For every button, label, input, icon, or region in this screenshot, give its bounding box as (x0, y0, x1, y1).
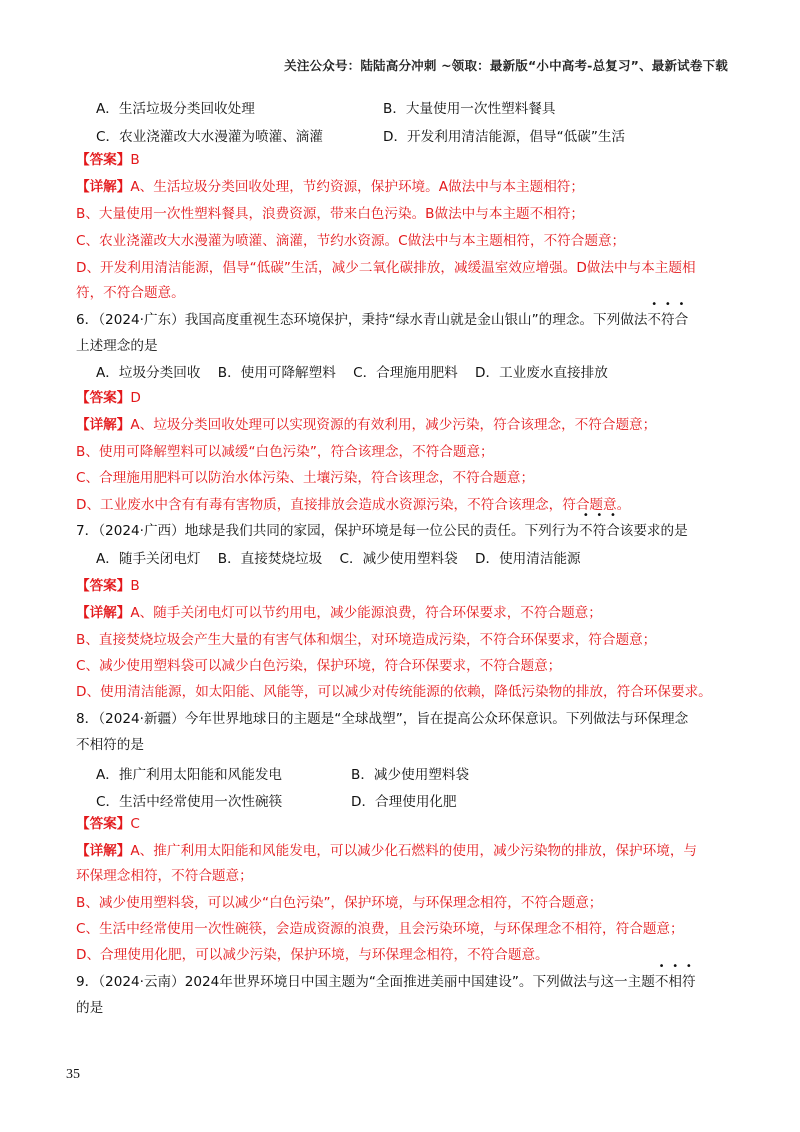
q5-option-a: A．生活垃圾分类回收处理 (96, 101, 255, 117)
q8-stem-line1 (76, 710, 688, 728)
q6-stem-line2: 上述理念的是 (76, 338, 158, 354)
q8-detail-c: C、生活中经常使用一次性碗筷，会造成资源的浪费，且会污染环境，与环保理念不相符，符合题意； (76, 921, 684, 937)
question-stem: （2024·广西）地球是我们共同的家园，保护环境是每一位公民的责任。下列行为 (98, 523, 579, 539)
question-stem: （2024·新疆）今年世界地球日的主题是“全球战塑”，旨在提高公众环保意识。下列做法与环保理念 (98, 711, 689, 727)
answer-value: C (130, 816, 140, 832)
q5-option-d: D．开发利用清洁能源，倡导“低碳”生活 (383, 129, 626, 145)
question-stem: （2024·云南）2024年世界环境日中国主题为“全面推进美丽中国建设”。下列做法与这一主题 (98, 974, 655, 990)
detail-text: A、推广利用太阳能和风能发电，可以减少化石燃料的使用，减少污染物的排放，保护环境，与 (130, 843, 698, 859)
q9-stem-line1 (76, 973, 696, 991)
q6-stem-line1 (76, 311, 688, 329)
q8-detail-b: B、减少使用塑料袋，可以减少“白色污染”，保护环境，与环保理念相符，不符合题意； (76, 895, 603, 911)
q6-options: A．垃圾分类回收 B．使用可降解塑料 C．合理施用肥料 D．工业废水直接排放 (96, 365, 608, 381)
detail-text: A、垃圾分类回收处理可以实现资源的有效利用，减少污染，符合该理念，不符合题意； (130, 417, 657, 433)
q6-detail-b: B、使用可降解塑料可以减缓“白色污染”，符合该理念，不符合题意； (76, 444, 494, 460)
question-number: 8． (76, 711, 99, 727)
question-number: 7． (76, 523, 99, 539)
emphasis-char: 合 (606, 523, 620, 539)
answer-value: B (130, 578, 140, 594)
q7-stem-line1 (76, 522, 688, 540)
detail-text: A、生活垃圾分类回收处理，节约资源，保护环境。A做法中与本主题相符； (130, 179, 584, 195)
detail-tag: 【详解】 (76, 605, 131, 621)
detail-tag: 【详解】 (76, 417, 131, 433)
emphasis-char: 符 (682, 974, 696, 990)
q5-detail-d: D、开发利用清洁能源，倡导“低碳”生活，减少二氧化碳排放，减缓温室效应增强。D做法中与本主题相 (76, 260, 696, 276)
q9-stem-line2: 的是 (76, 1000, 104, 1016)
q7-detail-d: D、使用清洁能源，如太阳能、风能等，可以减少对传统能源的依赖，降低污染物的排放，符合环保要求。 (76, 684, 712, 700)
answer-value: D (130, 390, 141, 406)
q8-detail-a (76, 842, 697, 860)
q7-detail-a (76, 604, 602, 622)
answer-tag: 【答案】 (76, 390, 131, 406)
q8-option-c: C．生活中经常使用一次性碗筷 (96, 794, 283, 810)
detail-text: A、随手关闭电灯可以节约用电，减少能源浪费，符合环保要求，不符合题意； (130, 605, 602, 621)
q7-detail-c: C、减少使用塑料袋可以减少白色污染，保护环境，符合环保要求，不符合题意； (76, 658, 562, 674)
q8-detail-a-cont: 环保理念相符，不符合题意； (76, 868, 253, 884)
emphasis-char: 相 (668, 974, 683, 990)
question-stem-tail: 该要求的是 (619, 523, 688, 539)
page-number: 35 (66, 1067, 80, 1082)
q8-option-d: D．合理使用化肥 (351, 794, 457, 810)
q8-stem-line2: 不相符的是 (76, 737, 144, 753)
emphasis-char: 不 (654, 974, 669, 990)
question-number: 9． (76, 974, 99, 990)
q7-detail-b: B、直接焚烧垃圾会产生大量的有害气体和烟尘，对环境造成污染，不符合环保要求，符合题意； (76, 632, 657, 648)
q7-options: A．随手关闭电灯 B．直接焚烧垃圾 C．减少使用塑料袋 D．使用清洁能源 (96, 551, 581, 567)
question-stem: （2024·广东）我国高度重视生态环境保护，秉持“绿水青山就是金山银山”的理念。下列做法 (98, 312, 648, 328)
q5-detail-c: C、农业浇灌改大水漫灌为喷灌、滴灌，节约水资源。C做法中与本主题相符，不符合题意； (76, 233, 626, 249)
emphasis-char: 合 (674, 312, 689, 328)
question-number: 6． (76, 312, 99, 328)
q5-answer (76, 151, 140, 169)
q8-option-b: B．减少使用塑料袋 (351, 767, 470, 783)
q7-answer (76, 577, 140, 595)
q6-detail-c: C、合理施用肥料可以防治水体污染、土壤污染，符合该理念，不符合题意； (76, 470, 535, 486)
page-header: 关注公众号：陆陆高分冲刺 ~领取：最新版“小中高考-总复习”、最新试卷下载 (284, 58, 728, 73)
emphasis-char: 符 (592, 523, 607, 539)
emphasis-char: 不 (647, 312, 662, 328)
q6-detail-d: D、工业废水中含有有毒有害物质，直接排放会造成水资源污染，不符合该理念，符合题意。 (76, 497, 631, 513)
q5-detail-a (76, 178, 584, 196)
q5-detail-d-cont: 符，不符合题意。 (76, 285, 185, 301)
emphasis-char: 符 (661, 312, 675, 328)
answer-tag: 【答案】 (76, 152, 131, 168)
q6-answer (76, 389, 141, 407)
q8-answer (76, 815, 140, 833)
answer-value: B (130, 152, 140, 168)
answer-tag: 【答案】 (76, 816, 131, 832)
q8-option-a: A．推广利用太阳能和风能发电 (96, 767, 283, 783)
q6-detail-a (76, 416, 656, 434)
emphasis-char: 不 (578, 523, 593, 539)
detail-tag: 【详解】 (76, 179, 131, 195)
answer-tag: 【答案】 (76, 578, 131, 594)
q8-detail-d: D、合理使用化肥，可以减少污染，保护环境，与环保理念相符，不符合题意。 (76, 947, 549, 963)
q5-detail-b: B、大量使用一次性塑料餐具，浪费资源，带来白色污染。B做法中与本主题不相符； (76, 206, 585, 222)
q5-option-b: B．大量使用一次性塑料餐具 (383, 101, 556, 117)
q5-option-c: C．农业浇灌改大水漫灌为喷灌、滴灌 (96, 129, 323, 145)
detail-tag: 【详解】 (76, 843, 131, 859)
